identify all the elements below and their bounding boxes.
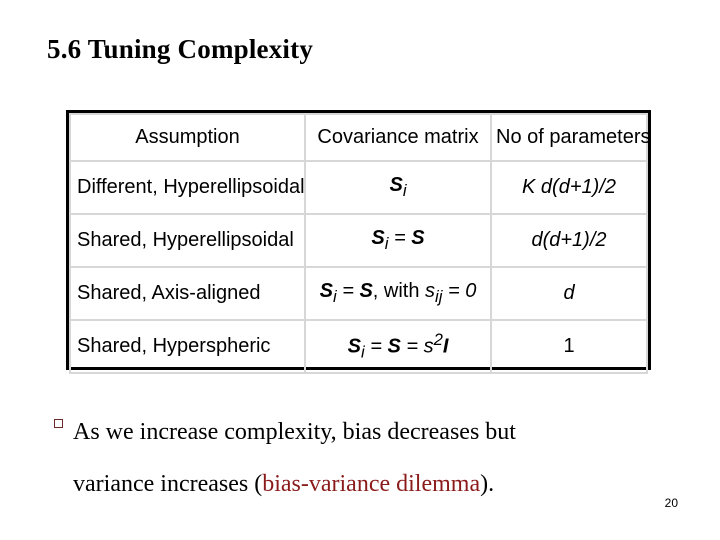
line2-suffix: ).	[480, 471, 495, 497]
assumption-cell: Shared, Axis-aligned	[70, 267, 305, 320]
assumption-cell: Shared, Hyperellipsoidal	[70, 214, 305, 267]
square-bullet-icon	[54, 419, 63, 428]
header-no-of-parameters: No of parameters	[491, 114, 647, 161]
line2-prefix: variance increases (	[73, 471, 263, 497]
table-row	[70, 161, 647, 214]
bullet-line-1: As we increase complexity, bias decreases but	[73, 419, 516, 445]
bullet-text	[73, 406, 673, 510]
covariance-cell: $S_i$	[305, 161, 491, 214]
covariance-cell: $S_i = S$, with $s_{ij} = 0$	[305, 267, 491, 320]
parameters-table-grid	[69, 113, 651, 374]
params-cell: K d(d+1)/2	[491, 161, 647, 214]
assumption-cell: Different, Hyperellipsoidal	[70, 161, 305, 214]
slide-title: 5.6 Tuning Complexity	[47, 34, 314, 64]
table-row	[70, 320, 647, 373]
assumption-cell: Shared, Hyperspheric	[70, 320, 305, 373]
table-row	[70, 267, 647, 320]
bullet-line-2	[73, 458, 673, 510]
parameters-table	[66, 110, 651, 370]
table-header-row	[70, 114, 647, 161]
page-number: 20	[664, 496, 678, 510]
params-cell: d(d+1)/2	[491, 214, 647, 267]
header-covariance-matrix: Covariance matrix	[305, 114, 491, 161]
covariance-cell: $S_i = S = s^2I$	[305, 320, 491, 373]
params-cell: 1	[491, 320, 647, 373]
table-row	[70, 214, 647, 267]
covariance-cell: $S_i = S$	[305, 214, 491, 267]
bias-variance-dilemma-term: bias-variance dilemma	[262, 471, 481, 497]
params-cell: d	[491, 267, 647, 320]
header-assumption: Assumption	[70, 114, 305, 161]
